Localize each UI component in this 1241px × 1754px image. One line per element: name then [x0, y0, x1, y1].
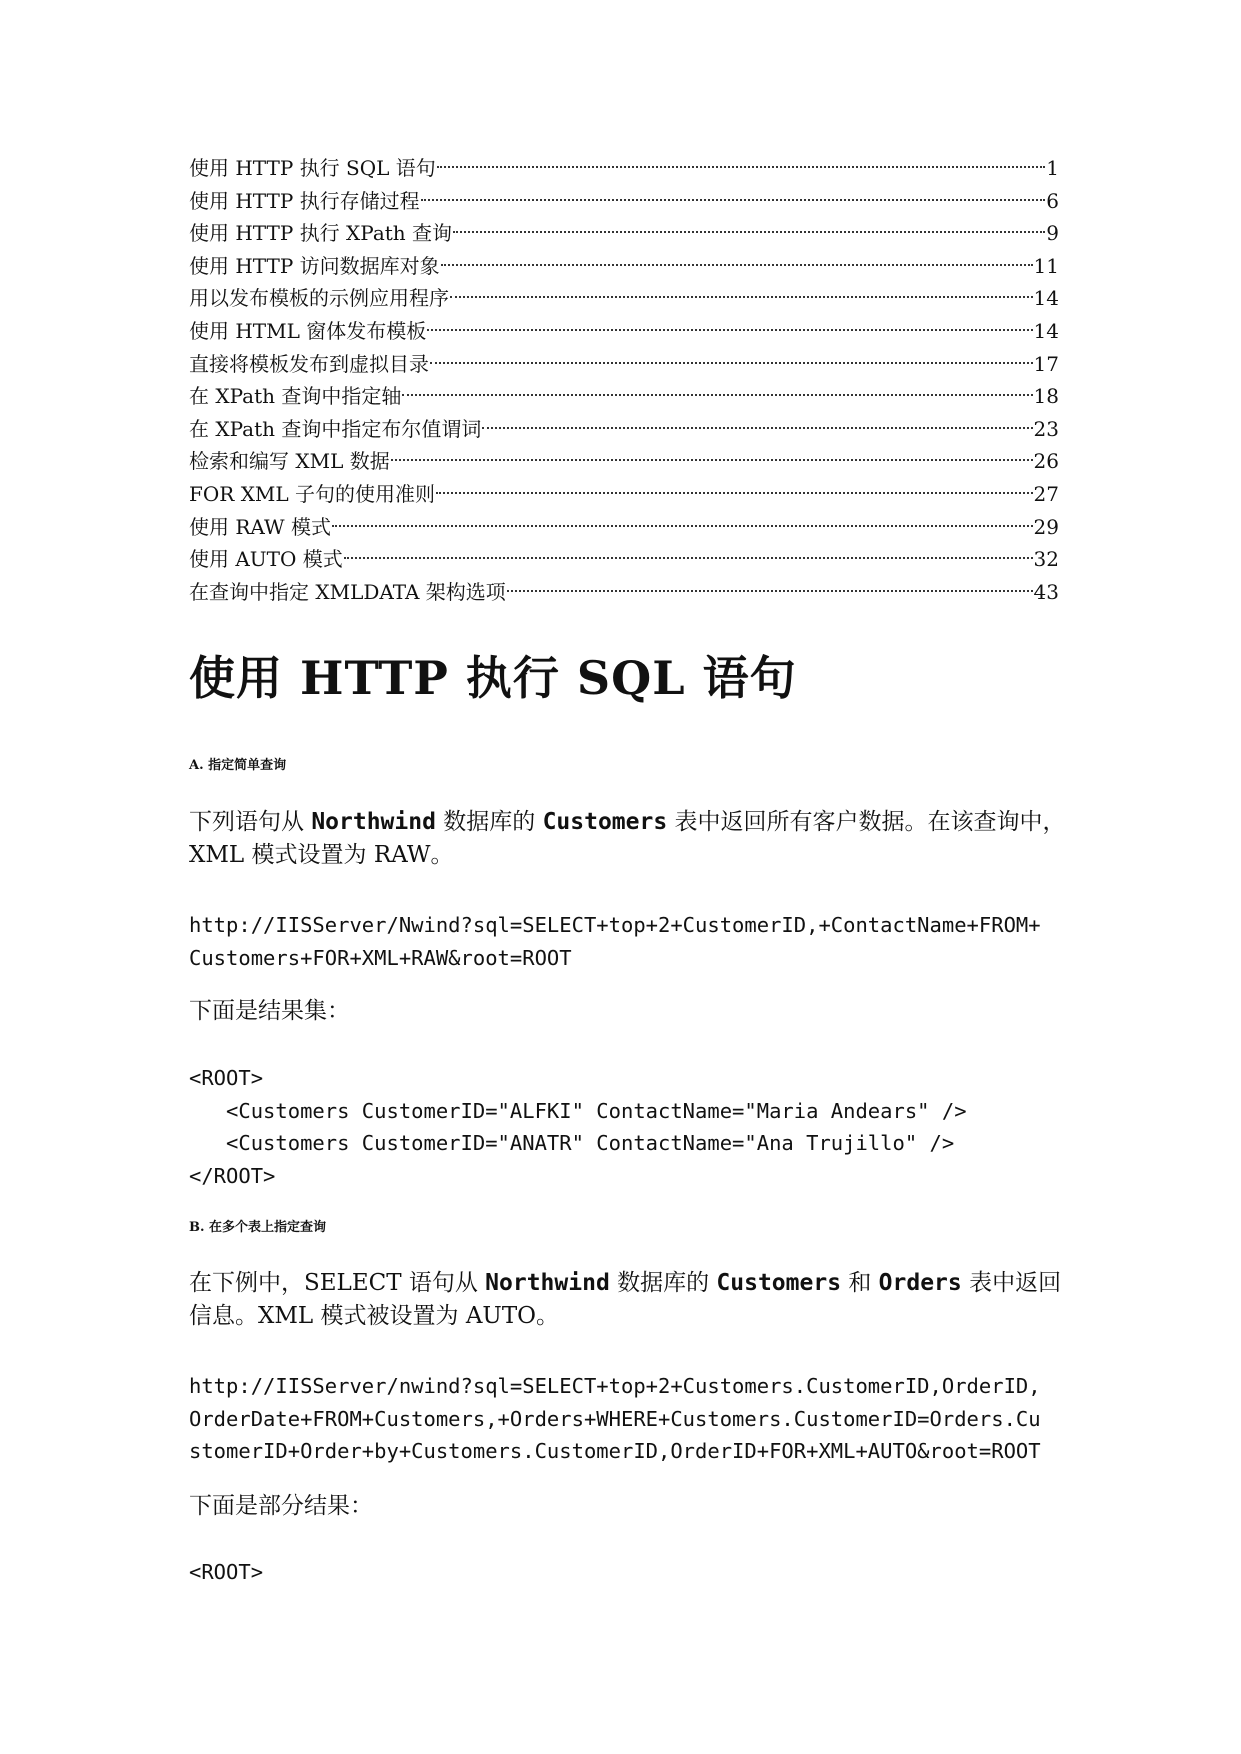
code-line: <Customers CustomerID="ANATR" ContactName="Ana Trujillo" />: [189, 1131, 955, 1155]
section-heading: 使用 HTTP 执行 SQL 语句: [189, 651, 797, 705]
toc-entry[interactable]: [189, 282, 1059, 315]
toc-page-number: 14: [1033, 318, 1059, 343]
toc-dot-leader: [450, 296, 1033, 298]
subsection-label-a: A. 指定简单查询: [189, 758, 287, 773]
toc-page-number: 43: [1033, 579, 1059, 604]
toc-entry[interactable]: [189, 152, 1059, 185]
toc-dot-leader: [421, 199, 1046, 201]
toc-entry-title: 使用 HTTP 执行存储过程: [189, 188, 420, 213]
toc-dot-leader: [430, 362, 1033, 364]
toc-page-number: 29: [1033, 514, 1059, 539]
result-xml-a: [189, 1062, 1089, 1192]
toc-entry[interactable]: [189, 250, 1059, 283]
table-name: Customers: [542, 809, 668, 835]
toc-page-number: 14: [1033, 286, 1059, 311]
toc-entry[interactable]: [189, 576, 1059, 609]
intro-text: 数据库的: [435, 809, 543, 835]
toc-entry[interactable]: [189, 511, 1059, 544]
result-label-b: 下面是部分结果：: [189, 1493, 373, 1519]
result-label-a: 下面是结果集：: [189, 998, 350, 1024]
database-name: Northwind: [485, 1270, 610, 1296]
code-line: <ROOT>: [189, 1560, 264, 1584]
toc-entry-title: 在 XPath 查询中指定布尔值谓词: [189, 416, 482, 441]
toc-entry-title: 使用 HTML 窗体发布模板: [189, 318, 427, 343]
toc-page-number: 23: [1033, 416, 1059, 441]
toc-dot-leader: [441, 264, 1033, 266]
code-line: stomerID+Order+by+Customers.CustomerID,OrderID+FOR+XML+AUTO&root=ROOT: [189, 1439, 1041, 1463]
toc-page-number: 32: [1033, 547, 1059, 572]
intro-text: 表中返回所有客户数据。在该查询中，XML 模式设置为 RAW。: [189, 809, 1066, 868]
result-xml-b: [189, 1556, 1089, 1589]
toc-dot-leader: [344, 557, 1033, 559]
intro-text: 下列语句从: [189, 809, 312, 835]
code-line: <ROOT>: [189, 1066, 264, 1090]
toc-entry[interactable]: [189, 543, 1059, 576]
toc-page-number: 26: [1033, 449, 1059, 474]
toc-dot-leader: [332, 525, 1033, 527]
subsection-label-b: B. 在多个表上指定查询: [189, 1220, 327, 1235]
toc-dot-leader: [482, 427, 1032, 429]
intro-text: 在下例中，SELECT 语句从: [189, 1270, 486, 1296]
toc-dot-leader: [427, 329, 1032, 331]
table-name: Customers: [716, 1270, 842, 1296]
toc-entry-title: 使用 HTTP 执行 XPath 查询: [189, 221, 453, 246]
toc-entry-title: FOR XML 子句的使用准则: [189, 481, 436, 506]
toc-page-number: 17: [1033, 351, 1059, 376]
toc-entry-title: 使用 AUTO 模式: [189, 547, 343, 572]
toc-entry-title: 直接将模板发布到虚拟目录: [189, 351, 429, 376]
toc-entry-title: 使用 HTTP 访问数据库对象: [189, 253, 440, 278]
toc-entry[interactable]: [189, 413, 1059, 446]
code-line: http://IISServer/nwind?sql=SELECT+top+2+Customers.CustomerID,OrderID,: [189, 1374, 1041, 1398]
code-line: </ROOT>: [189, 1163, 276, 1188]
toc-dot-leader: [437, 166, 1046, 168]
toc-entry[interactable]: [189, 380, 1059, 413]
table-name: Orders: [878, 1270, 962, 1296]
url-example-b: [189, 1370, 1089, 1468]
url-example-a: [189, 909, 1089, 974]
toc-dot-leader: [436, 492, 1033, 494]
code-line: Customers+FOR+XML+RAW&root=ROOT: [189, 945, 572, 970]
code-line: OrderDate+FROM+Customers,+Orders+WHERE+Customers.CustomerID=Orders.Cu: [189, 1406, 1041, 1431]
toc-entry-title: 用以发布模板的示例应用程序: [189, 286, 449, 311]
intro-text: 表中返回信息。XML 模式被设置为 AUTO。: [189, 1270, 1062, 1329]
toc-dot-leader: [402, 394, 1032, 396]
toc-page-number: 18: [1033, 384, 1059, 409]
intro-paragraph-b: [189, 1267, 1069, 1333]
toc-page-number: 27: [1033, 481, 1059, 506]
intro-paragraph-a: [189, 806, 1069, 872]
code-line: <Customers CustomerID="ALFKI" ContactName="Maria Andears" />: [189, 1098, 967, 1123]
toc-entry[interactable]: [189, 445, 1059, 478]
intro-text: 数据库的: [609, 1270, 717, 1296]
code-line: http://IISServer/Nwind?sql=SELECT+top+2+CustomerID,+ContactName+FROM+: [189, 913, 1041, 937]
toc-entry-title: 在查询中指定 XMLDATA 架构选项: [189, 579, 506, 604]
toc-page-number: 1: [1046, 156, 1059, 180]
toc-entry[interactable]: [189, 478, 1059, 511]
toc-page-number: 9: [1046, 221, 1059, 246]
toc-entry-title: 使用 RAW 模式: [189, 514, 331, 539]
database-name: Northwind: [311, 809, 436, 835]
toc-page-number: 6: [1046, 188, 1059, 213]
toc-entry[interactable]: [189, 217, 1059, 250]
toc-entry[interactable]: [189, 315, 1059, 348]
toc-entry-title: 使用 HTTP 执行 SQL 语句: [189, 156, 436, 180]
toc-page-number: 11: [1033, 253, 1059, 278]
toc-dot-leader: [391, 459, 1033, 461]
toc-dot-leader: [453, 231, 1045, 233]
table-of-contents: [189, 152, 1059, 608]
toc-entry[interactable]: [189, 348, 1059, 381]
toc-entry-title: 在 XPath 查询中指定轴: [189, 384, 402, 409]
intro-text: 和: [841, 1270, 879, 1296]
toc-entry[interactable]: [189, 185, 1059, 218]
toc-entry-title: 检索和编写 XML 数据: [189, 449, 390, 474]
toc-dot-leader: [507, 590, 1033, 592]
